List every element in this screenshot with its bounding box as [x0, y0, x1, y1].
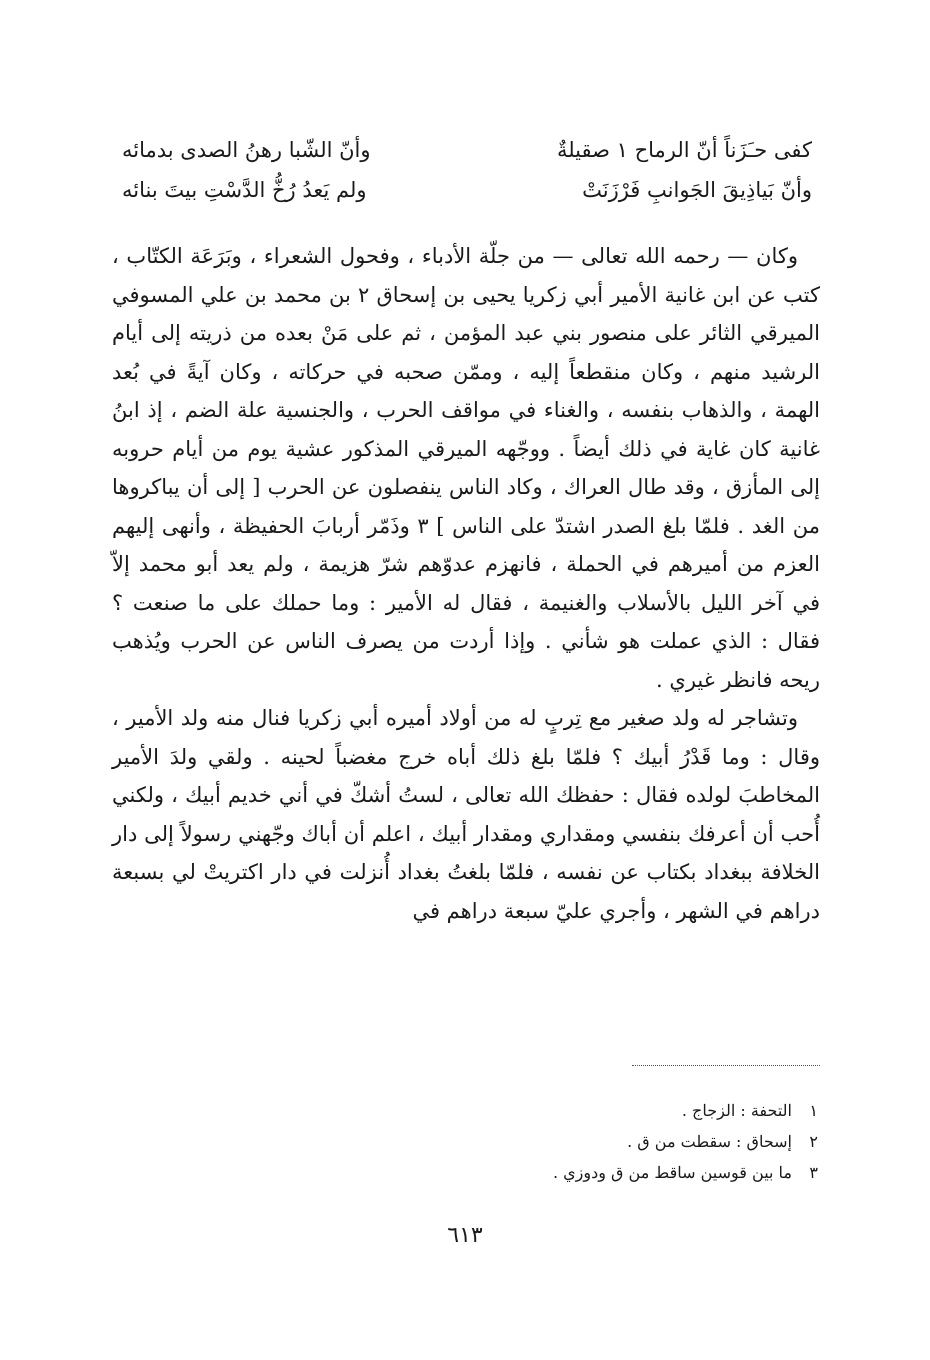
- poem-line-1-first-hemistich: كفى حـَزَناً أنّ الرماح ١ صقيلةٌ: [556, 138, 812, 162]
- main-text: [112, 237, 820, 930]
- poem-line-2-second-hemistich: ولم يَعدُ رُخُّ الدَّسْتِ بيتَ بنائه: [122, 178, 367, 202]
- footnote-text: إسحاق : سقطت من ق .: [627, 1132, 792, 1151]
- footnote-divider: [632, 1065, 820, 1066]
- footnote-number: ١: [809, 1101, 818, 1120]
- footnote-text: التحفة : الزجاج .: [681, 1101, 792, 1120]
- poem-line-2-first-hemistich: وأنّ بَياذِيقَ الجَوانبِ فَرْزَنَتْ: [582, 178, 812, 202]
- footnotes: [418, 1095, 818, 1188]
- footnote: [418, 1126, 818, 1157]
- footnote-number: ٣: [809, 1163, 818, 1182]
- footnote-text: ما بين قوسين ساقط من ق ودوزي .: [552, 1163, 792, 1182]
- paragraph: وتشاجر له ولد صغير مع تِربٍ له من أولاد أميره أبي زكريا فنال منه ولد الأمير ، وقال : وما قَدْرُ أبيك ؟ فلمّا بلغ ذلك أباه خرج مغضباً لحينه . ولقي ولدَ الأمير المخاطبَ لولده فقال : حفظك الله تعالى ، لستُ أشكّ في أني خديم أبيك ، ولكني أُحب أن أعرفك بنفسي ومقداري ومقدار أبيك ، اعلم أن أباك وجّهني رسولاً إلى دار الخلافة ببغداد بكتاب عن نفسه ، فلمّا بلغتُ بغداد أُنزلت في دار اكتريتْ لي بسبعة دراهم في الشهر ، وأجري عليّ سبعة دراهم في: [112, 706, 820, 923]
- page-number: ٦١٣: [447, 1223, 483, 1248]
- paragraph: وكان — رحمه الله تعالى — من جلّة الأدباء ، وفحول الشعراء ، وبَرَعَة الكتّاب ، كتب عن ابن غانية الأمير أبي زكريا يحيى بن إسحاق ٢ بن محمد بن علي المسوفي الميرقي الثائر على منصور بني عبد المؤمن ، ثم على مَنْ بعده من ذريته إلى أيام الرشيد منهم ، وكان منقطعاً إليه ، وممّن صحبه في حركاته ، وكان آيةً في بُعد الهمة ، والذهاب بنفسه ، والغناء في مواقف الحرب ، والجنسية علة الضم ، إذ ابنُ غانية كان غاية في ذلك أيضاً . ووجّهه الميرقي المذكور عشية يوم من أيام حروبه إلى المأزق ، وقد طال العراك ، وكاد الناس ينفصلون عن الحرب [ إلى أن يباكروها من الغد . فلمّا بلغ الصدر اشتدّ على الناس ] ٣ وذَمّر أربابَ الحفيظة ، وأنهى إليهم العزم من أميرهم في الحملة ، فانهزم عدوّهم شرّ هزيمة ، ولم يعد أبو محمد إلاّ في آخر الليل بالأسلاب والغنيمة ، فقال له الأمير : وما حملك على ما صنعت ؟ فقال : الذي عملت هو شأني . وإذا أردت من يصرف الناس عن الحرب ويُذهب ريحه فانظر غيري .: [112, 244, 820, 692]
- poem-line-2: [122, 175, 812, 207]
- poem-line-1-second-hemistich: وأنّ الشّبا رهنُ الصدى بدمائه: [122, 138, 371, 162]
- footnote: [418, 1095, 818, 1126]
- footnote: [418, 1157, 818, 1188]
- poem-line-1: [122, 135, 812, 167]
- footnote-number: ٢: [809, 1132, 818, 1151]
